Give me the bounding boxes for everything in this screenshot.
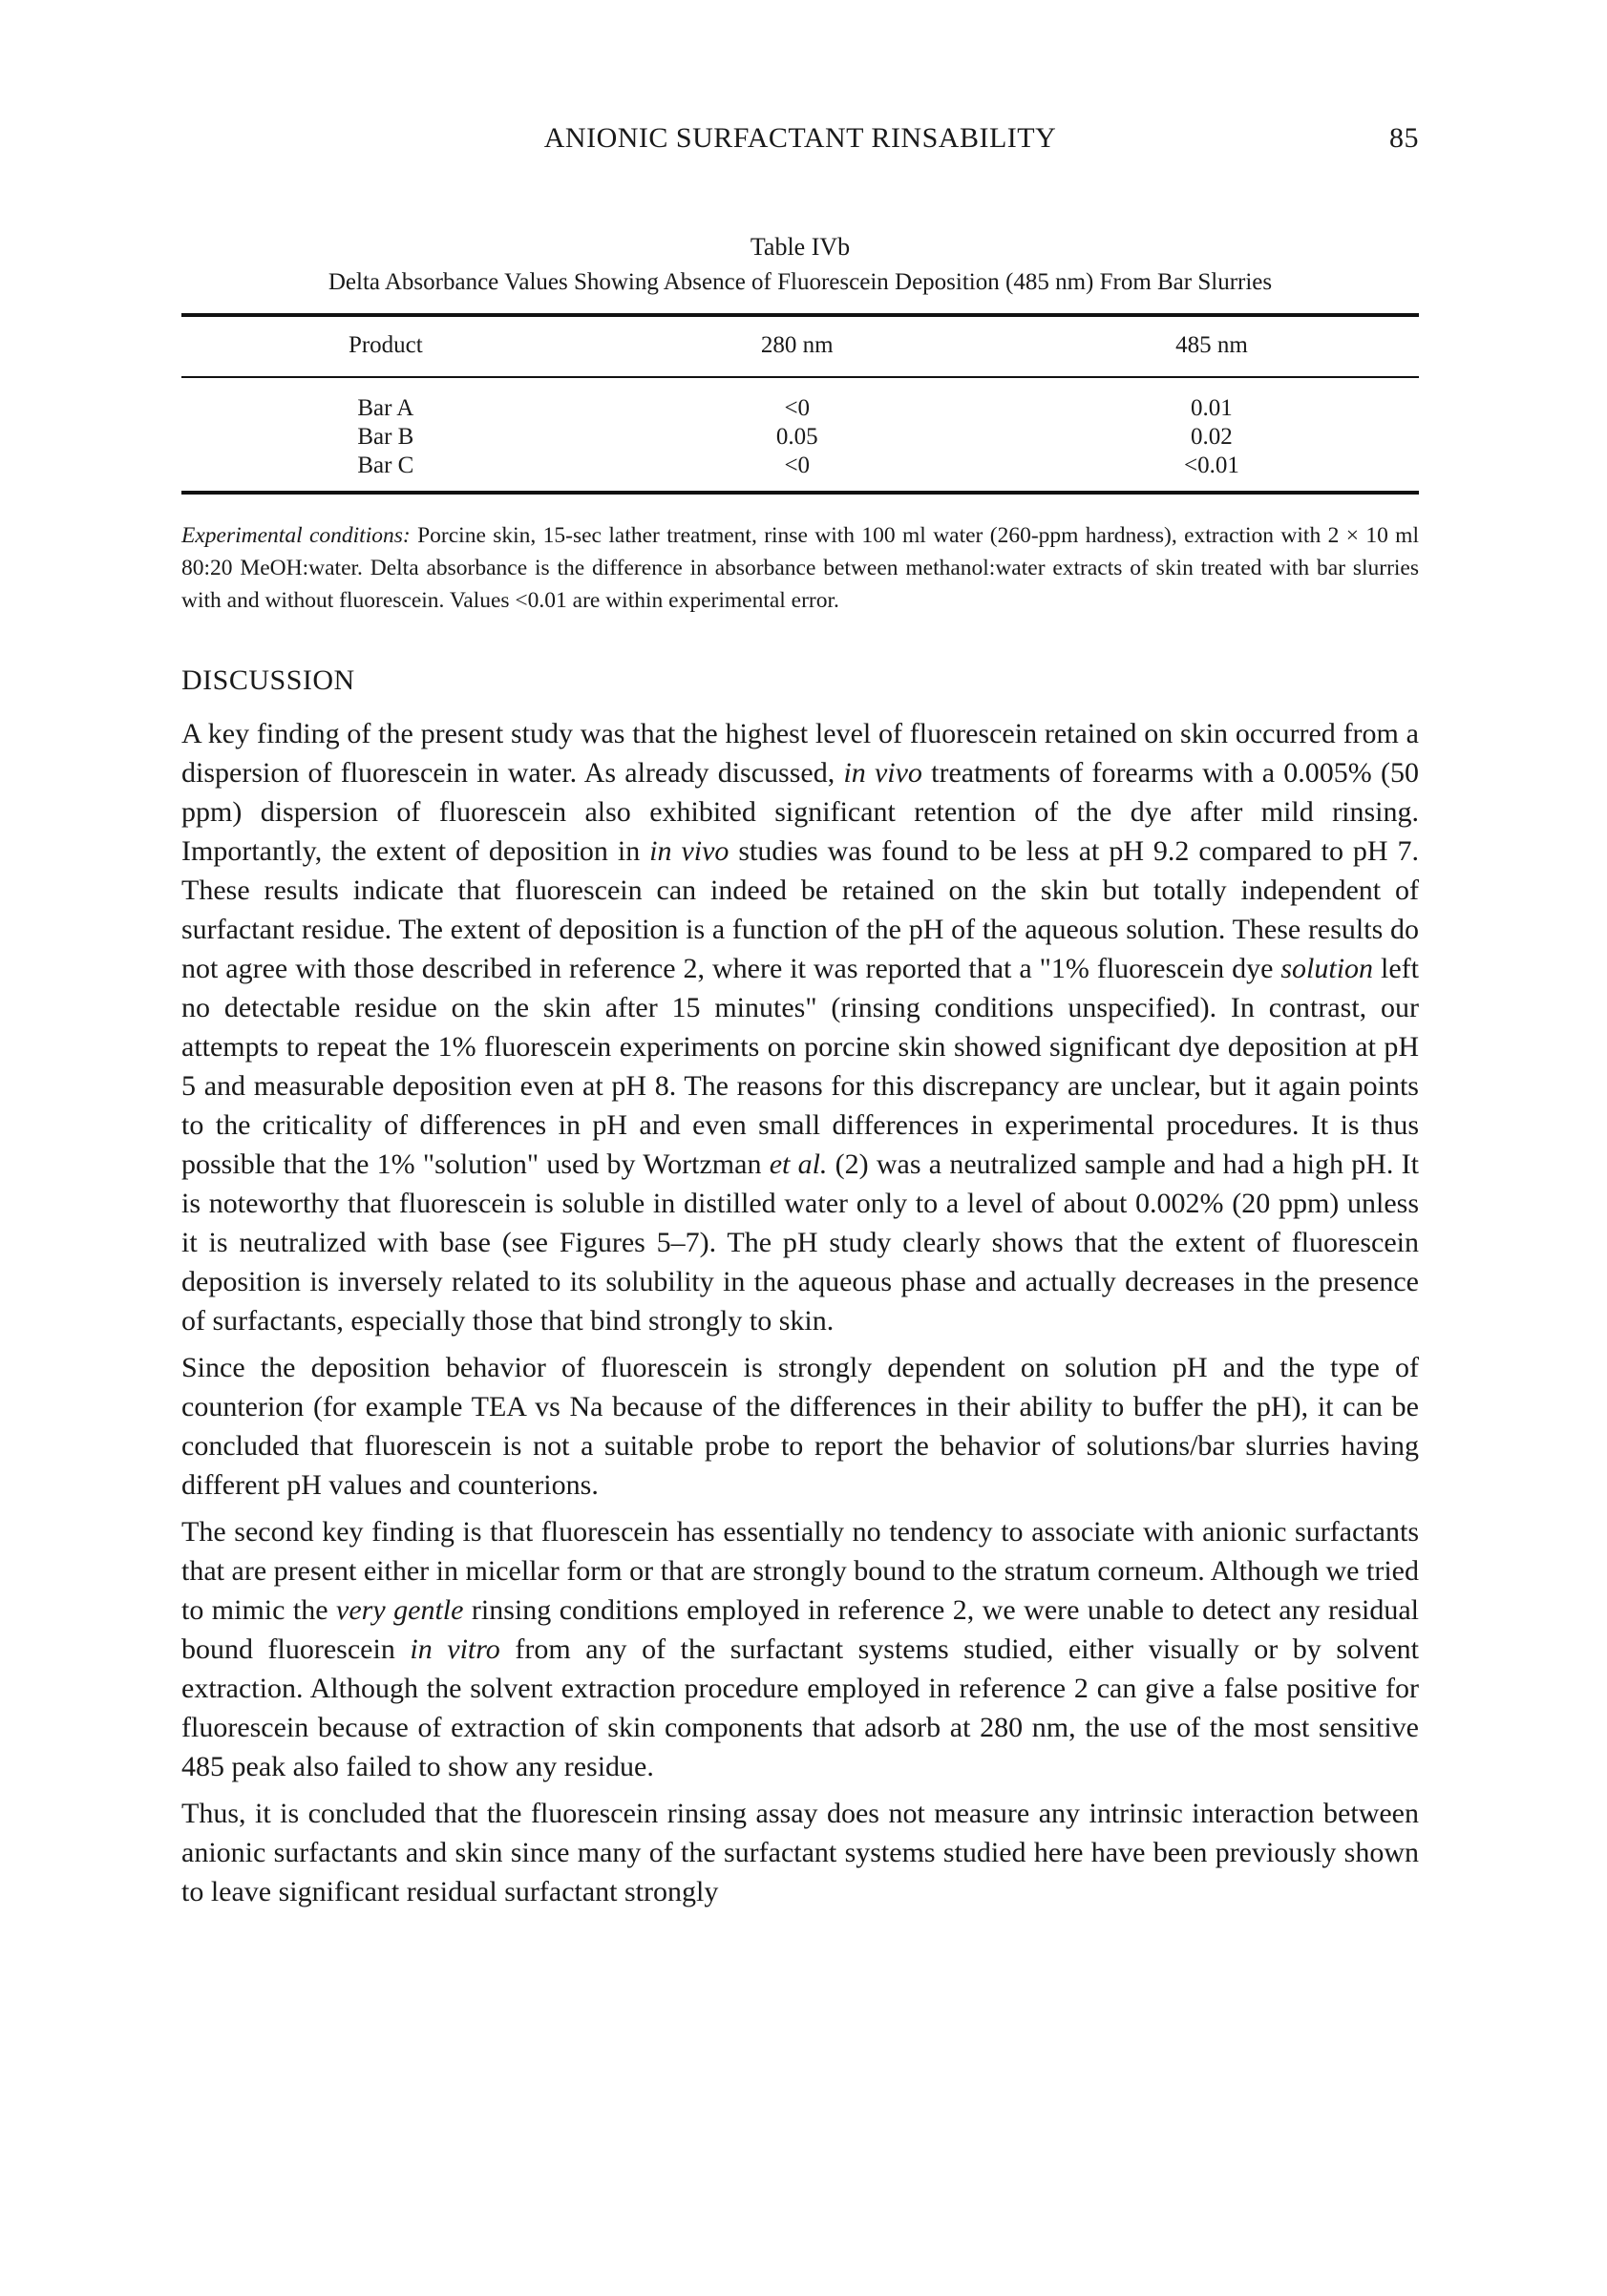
page-number: 85 bbox=[1389, 122, 1419, 154]
text: A key finding of the present study was that the highest level of fluorescein retained on skin occurred from a dispersion of fluorescein in water. As already discussed, bbox=[181, 718, 1419, 789]
table-cell: <0 bbox=[784, 395, 811, 421]
table-cell: Bar B bbox=[357, 424, 414, 450]
table-title: Delta Absorbance Values Showing Absence of Fluorescein Deposition (485 nm) From Bar Slurries bbox=[328, 269, 1273, 295]
table-row bbox=[181, 423, 1419, 452]
table-cell: 0.05 bbox=[775, 424, 818, 450]
italic-text: in vivo bbox=[649, 835, 729, 867]
text: The second key finding is that fluorescein has essentially no tendency to associate with anionic surfactants that are present either in micellar form or that are strongly bound to the stratum corneum. Although we tried to mimic the bbox=[181, 1516, 1419, 1626]
table-cell: <0 bbox=[784, 453, 811, 478]
paragraph bbox=[181, 714, 1419, 1340]
caption-label: Experimental conditions: bbox=[181, 523, 411, 548]
table-label: Table IVb bbox=[750, 233, 851, 261]
table-header-row bbox=[181, 315, 1419, 377]
running-title: ANIONIC SURFACTANT RINSABILITY bbox=[543, 122, 1057, 154]
table-caption bbox=[181, 519, 1419, 617]
table-cell: 0.01 bbox=[1191, 395, 1233, 421]
italic-text: very gentle bbox=[336, 1594, 464, 1626]
text: from any of the surfactant systems studied, either visually or by solvent extraction. Although the solvent extraction procedure employed in reference 2 can give a false positive for fluorescein because of extraction of skin components that adsorb at 280 nm, the use of the most sensitive 485 peak also failed to show any residue. bbox=[181, 1633, 1419, 1782]
column-header: 485 nm bbox=[1175, 332, 1248, 358]
page bbox=[181, 122, 1419, 1919]
text: left no detectable residue on the skin after 15 minutes" (rinsing conditions unspecified). In contrast, our attempts to repeat the 1% fluorescein experiments on porcine skin showed significant dye deposition at pH 5 and measurable deposition even at pH 8. The reasons for this discrepancy are unclear, but it again points to the criticality of differences in pH and even small differences in experimental procedures. It is thus possible that the 1% "solution" used by Wortzman bbox=[181, 953, 1419, 1180]
caption-text: Porcine skin, 15-sec lather treatment, rinse with 100 ml water (260-ppm hardness), extraction with 2 × 10 ml 80:20 MeOH:water. Delta absorbance is the difference in absorbance between methanol:water extracts of skin treated with bar slurries with and without fluorescein. Values <0.01 are within experimental error. bbox=[181, 523, 1419, 613]
table-cell: Bar C bbox=[357, 453, 414, 478]
text: rinsing conditions employed in reference 2, we were unable to detect any residual bound fluorescein bbox=[181, 1594, 1419, 1665]
text: studies was found to be less at pH 9.2 compared to pH 7. These results indicate that fluorescein can indeed be retained on the skin but totally independent of surfactant residue. The extent of deposition is a function of the pH of the aqueous solution. These results do not agree with those described in reference 2, where it was reported that a "1% fluorescein dye bbox=[181, 835, 1420, 984]
column-header: Product bbox=[348, 332, 423, 358]
table-cell: 0.02 bbox=[1191, 424, 1233, 450]
table-cell: Bar A bbox=[357, 395, 414, 421]
table-row bbox=[181, 452, 1419, 493]
italic-text: in vitro bbox=[410, 1633, 500, 1665]
paragraph bbox=[181, 1512, 1419, 1786]
data-table bbox=[181, 313, 1419, 495]
paragraph: Since the deposition behavior of fluorescein is strongly dependent on solution pH and the type of counterion (for example TEA vs Na because of the differences in their ability to buffer the pH), it can be concluded that fluorescein is not a suitable probe to report the behavior of solutions/bar slurries having different pH values and counterions. bbox=[181, 1352, 1419, 1501]
italic-text: et al. bbox=[769, 1148, 828, 1180]
running-header bbox=[181, 122, 1419, 164]
column-header: 280 nm bbox=[760, 332, 834, 358]
text: (2) was a neutralized sample and had a high pH. It is noteworthy that fluorescein is soluble in distilled water only to a level of about 0.002% (20 ppm) unless it is neutralized with base (see Figures 5–7). The pH study clearly shows that the extent of fluorescein deposition is inversely related to its solubility in the aqueous phase and actually decreases in the presence of surfactants, especially those that bind strongly to skin. bbox=[181, 1148, 1419, 1337]
italic-text: in vivo bbox=[843, 757, 922, 789]
paragraph: Thus, it is concluded that the fluorescein rinsing assay does not measure any intrinsic interaction between anionic surfactants and skin since many of the surfactant systems studied here have been previously shown to leave significant residual surfactant strongly bbox=[181, 1798, 1419, 1907]
italic-text: solution bbox=[1280, 953, 1374, 984]
section-heading: DISCUSSION bbox=[181, 664, 355, 696]
text: treatments of forearms with a 0.005% (50 ppm) dispersion of fluorescein also exhibited significant retention of the dye after mild rinsing. Importantly, the extent of deposition in bbox=[181, 757, 1419, 867]
table-cell: <0.01 bbox=[1183, 453, 1239, 478]
table-row bbox=[181, 377, 1419, 423]
